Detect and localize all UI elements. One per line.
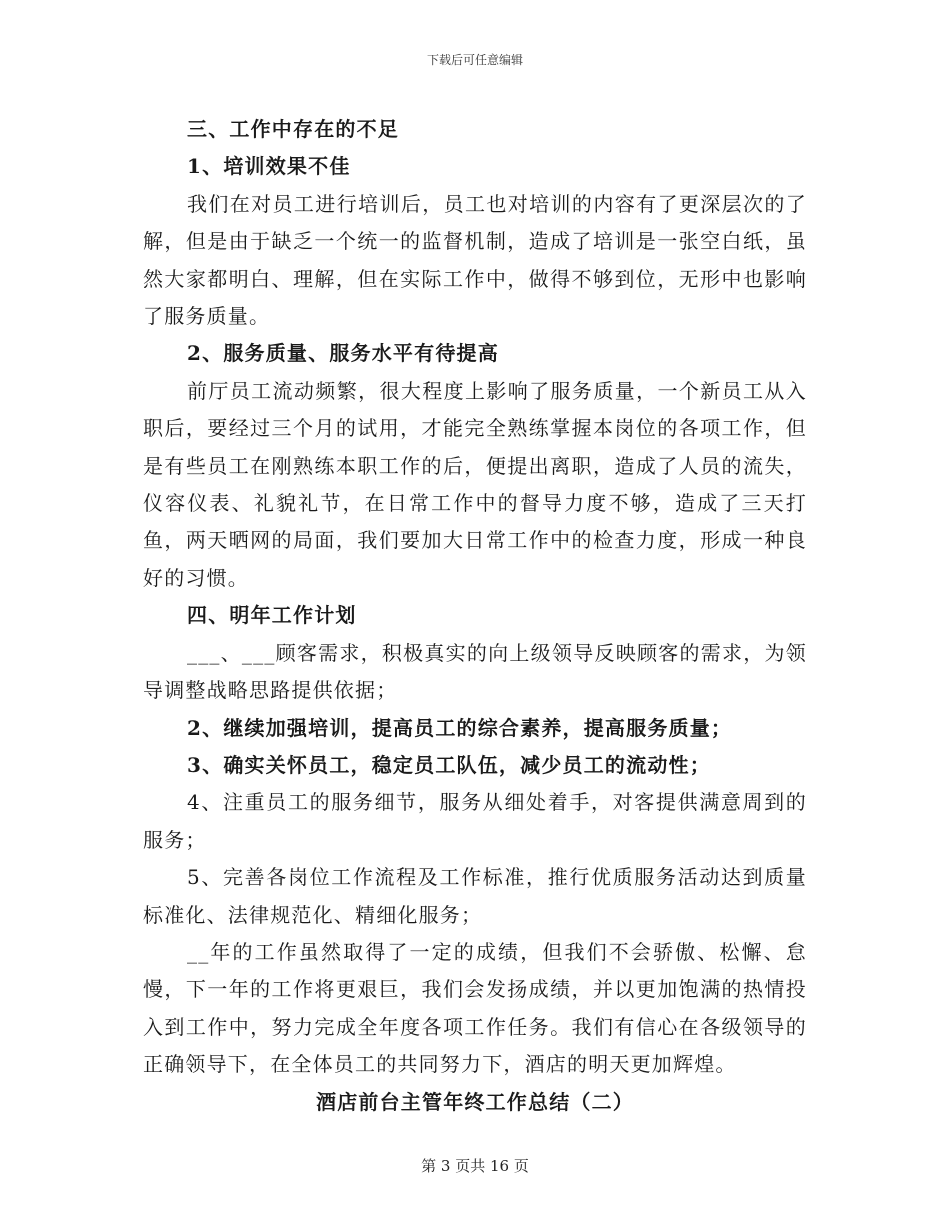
plan-item-4: 4、注重员工的服务细节，服务从细处着手，对客提供满意周到的服务； — [143, 790, 807, 852]
paragraph-training: 我们在对员工进行培训后，员工也对培训的内容有了更深层次的了解，但是由于缺乏一个统一的监督机制，造成了培训是一张空白纸，虽然大家都明白、理解，但在实际工作中，做得不够到位，无形中也影响了服务质量。 — [143, 191, 807, 329]
plan-item-3: 3、确实关怀员工，稳定员工队伍，减少员工的流动性； — [187, 752, 711, 777]
plan-item-1: ___、___顾客需求，积极真实的向上级领导反映顾客的需求，为领导调整战略思路提供依据； — [143, 640, 807, 703]
plan-item-5: 5、完善各岗位工作流程及工作标准，推行优质服务活动达到质量标准化、法律规范化、精细化服务； — [143, 865, 807, 927]
document-body — [143, 111, 807, 1121]
page-header: 下载后可任意编辑 — [426, 53, 523, 67]
paragraph-service-quality: 前厅员工流动频繁，很大程度上影响了服务质量，一个新员工从入职后，要经过三个月的试用，才能完全熟练掌握本岗位的各项工作，但是有些员工在刚熟练本职工作的后，便提出离职，造成了人员的流失，仪容仪表、礼貌礼节，在日常工作中的督导力度不够，造成了三天打鱼，两天晒网的局面，我们要加大日常工作中的检查力度，形成一种良好的习惯。 — [143, 378, 807, 590]
subheading-training: 1、培训效果不佳 — [187, 154, 351, 179]
subheading-service-quality: 2、服务质量、服务水平有待提高 — [187, 341, 499, 366]
next-document-title: 酒店前台主管年终工作总结（二） — [316, 1089, 634, 1114]
page-footer: 第 3 页共 16 页 — [421, 1157, 529, 1175]
plan-item-2: 2、继续加强培训，提高员工的综合素养，提高服务质量； — [187, 715, 733, 740]
section-heading-shortcomings: 三、工作中存在的不足 — [187, 117, 399, 141]
section-heading-next-year-plan: 四、明年工作计划 — [187, 603, 357, 628]
paragraph-conclusion: __年的工作虽然取得了一定的成绩，但我们不会骄傲、松懈、怠慢，下一年的工作将更艰巨，我们会发扬成绩，并以更加饱满的热情投入到工作中，努力完成全年度各项工作任务。我们有信心在各级领导的正确领导下，在全体员工的共同努力下，酒店的明天更加辉煌。 — [143, 939, 807, 1077]
